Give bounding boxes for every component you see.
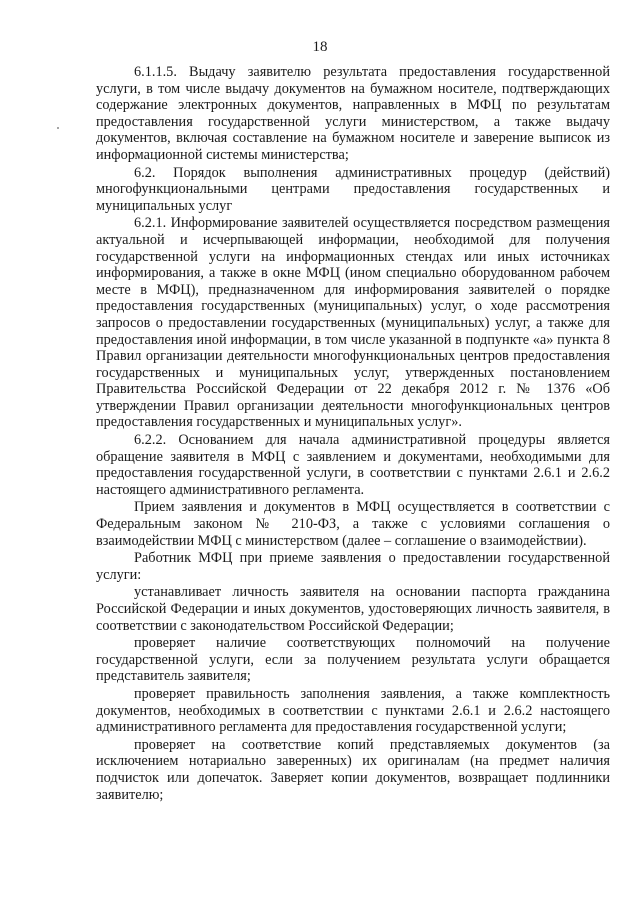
paragraph-6-2-2: 6.2.2. Основанием для начала административной процедуры является обращение заявителя в МФЦ с заявлением и документами, необходимыми для предоставления государственной услуги, в соответствии с пунктами 2.6.1 и 2.6.2 настоящего административного регламента. (96, 432, 610, 498)
paragraph-6-1-1-5: 6.1.1.5. Выдачу заявителю результата предоставления государственной услуги, в том числе выдачу документов на бумажном носителе, подтверждающих содержание электронных документов, направленных в МФЦ по результатам предоставления государственной услуги министерством, а также выдачу документов, включая составление на бумажном носителе и заверение выписок из информационной системы министерства; (96, 64, 610, 163)
list-item-identity: устанавливает личность заявителя на основании паспорта гражданина Российской Федерации и иных документов, удостоверяющих личность заявителя, в соответствии с законодательством Российской Федерации; (96, 584, 610, 634)
paragraph-6-2-1: 6.2.1. Информирование заявителей осуществляется посредством размещения актуальной и исчерпывающей информации, необходимой для получения государственной услуги на информационных стендах или иных источниках информирования, а также в окне МФЦ (ином специально оборудованном рабочем месте в МФЦ), предназначенном для информирования заявителей о порядке предоставления государственных (муниципальных) услуг, о ходе рассмотрения запросов о предоставлении государственных (муниципальных) услуг, а также для предоставления иной информации, в том числе указанной в подпункте «а» пункта 8 Правил организации деятельности многофункциональных центров предоставления государственных и муниципальных услуг, утвержденных постановлением Правительства Российской Федерации от 22 декабря 2012 г. № 1376 «Об утверждении Правил организации деятельности многофункциональных центров предоставления государственных и муниципальных услуг». (96, 215, 610, 431)
document-body (96, 64, 610, 804)
margin-speck (57, 127, 59, 129)
paragraph-worker-duties: Работник МФЦ при приеме заявления о предоставлении государственной услуги: (96, 550, 610, 583)
list-item-copies: проверяет на соответствие копий представляемых документов (за исключением нотариально заверенных) их оригиналам (на предмет наличия подчисток или допечаток. Заверяет копии документов, возвращает подлинники заявителю; (96, 736, 610, 803)
paragraph-reception: Прием заявления и документов в МФЦ осуществляется в соответствии с Федеральным законом № 210-ФЗ, а также с условиями соглашения о взаимодействии МФЦ с министерством (далее – соглашение о взаимодействии). (96, 499, 610, 549)
page-number: 18 (312, 39, 328, 55)
list-item-authority: проверяет наличие соответствующих полномочий на получение государственной услуги, если за получением результата услуги обращается представитель заявителя; (96, 635, 610, 685)
paragraph-6-2: 6.2. Порядок выполнения административных процедур (действий) многофункциональными центрами предоставления государственных и муниципальных услуг (96, 164, 610, 214)
list-item-completeness: проверяет правильность заполнения заявления, а также комплектность документов, необходимых в соответствии с пунктами 2.6.1 и 2.6.2 настоящего административного регламента для предоставления государственной услуги; (96, 685, 610, 736)
